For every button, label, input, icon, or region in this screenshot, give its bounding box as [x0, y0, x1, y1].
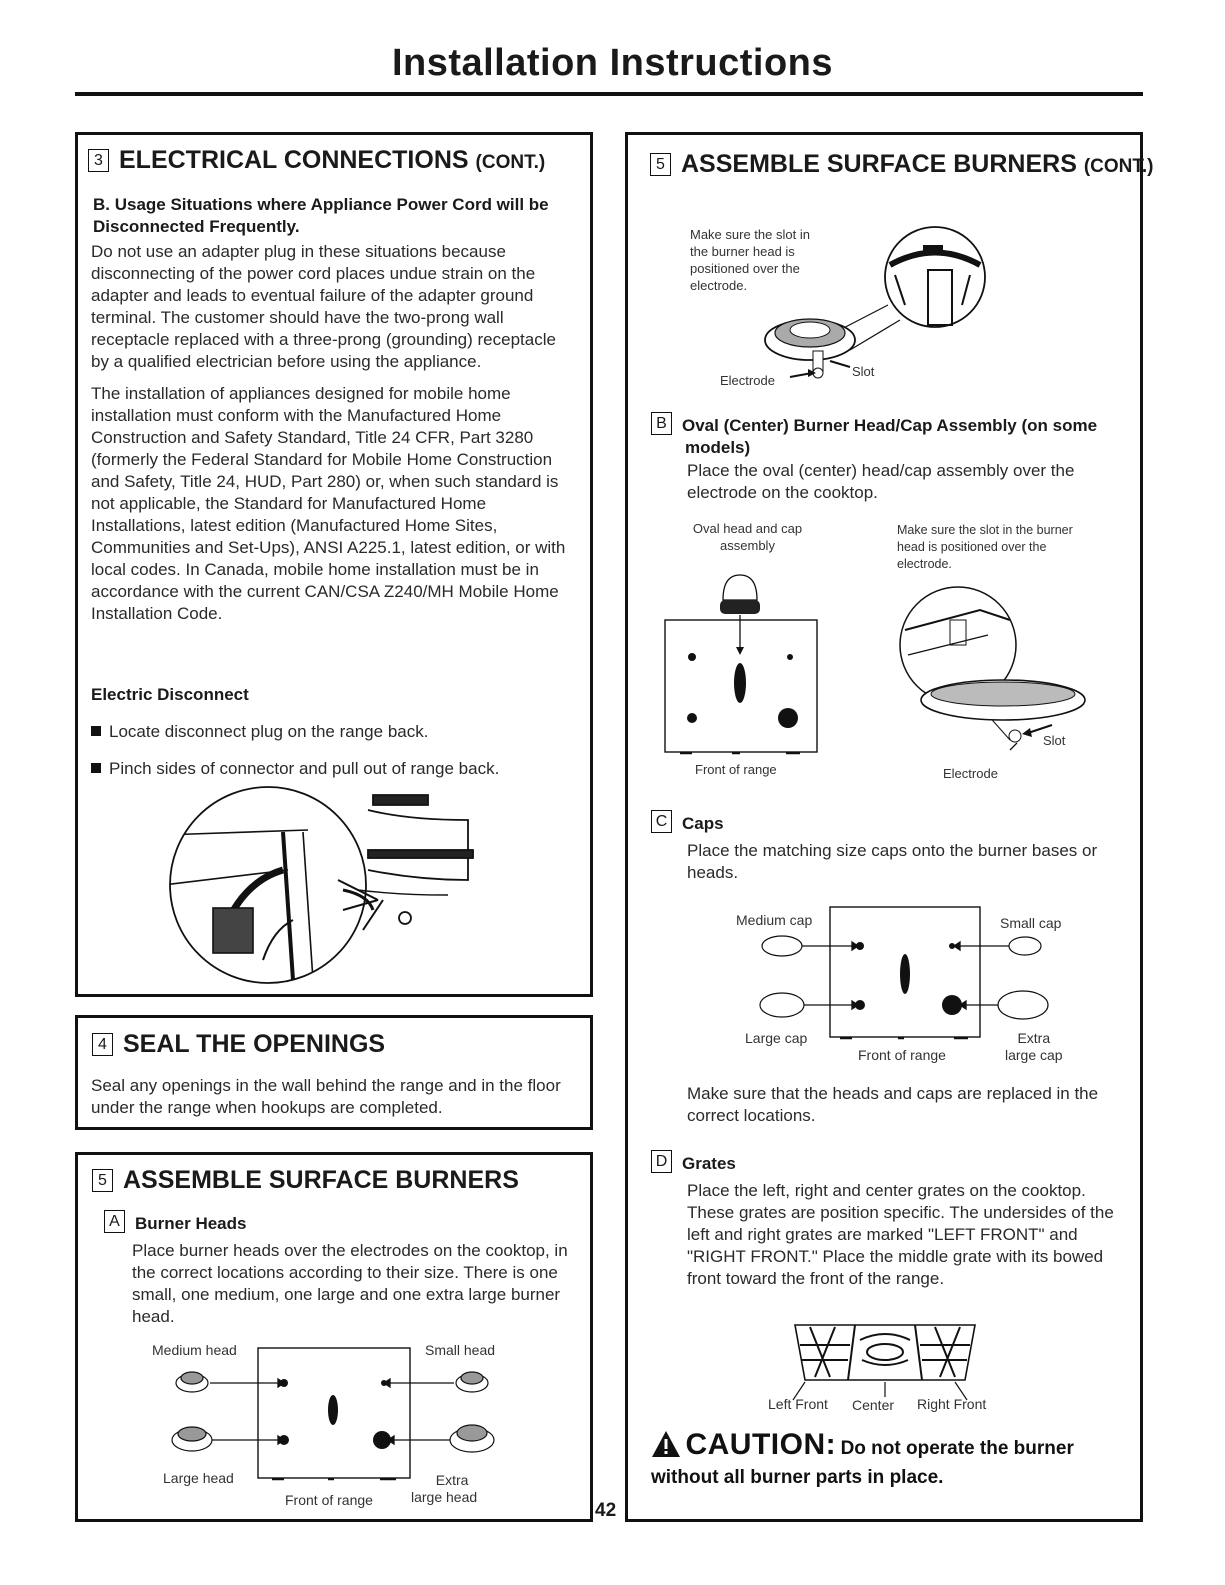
label-extra-large-head: Extra large head: [411, 1472, 478, 1505]
oval-burner-body: Place the oval (center) head/cap assembly over the electrode on the cooktop.: [687, 461, 1075, 502]
seal-section-title: 4 SEAL THE OPENINGS: [92, 1030, 385, 1059]
label-slot-oval: Slot: [1043, 733, 1066, 748]
caution-line1: Do not operate the burner: [840, 1438, 1074, 1459]
caution-line2: without all burner parts in place.: [651, 1467, 944, 1488]
cont-label: (CONT.): [475, 152, 546, 173]
electrical-body: [91, 241, 571, 635]
step-number-5: 5: [92, 1169, 113, 1192]
caps-heading: C Caps: [651, 810, 724, 835]
step-number-3: 3: [88, 149, 109, 172]
grates-body: Place the left, right and center grates on the cooktop. These grates are position specific. The undersides of the left and right grates are marked "LEFT FRONT" and "RIGHT FRONT." Place the middle grate with its bowed front toward the front of the range.: [687, 1181, 1114, 1288]
label-small-cap: Small cap: [1000, 915, 1062, 931]
label-medium-head: Medium head: [152, 1342, 237, 1358]
usage-situations-heading: B. Usage Situations where Appliance Power Cord will be Disconnected Frequently.: [93, 195, 549, 236]
label-right-front: Right Front: [917, 1396, 987, 1412]
label-medium-cap: Medium cap: [736, 912, 813, 928]
label-electrode-oval: Electrode: [943, 766, 998, 781]
caution-word: CAUTION:: [685, 1428, 837, 1461]
label-small-head: Small head: [425, 1342, 496, 1358]
letter-a: A: [104, 1210, 125, 1233]
label-front-of-range: Front of range: [285, 1492, 373, 1508]
title-rule: [75, 92, 1143, 96]
burner-heads-heading: A Burner Heads: [104, 1210, 246, 1235]
slot-electrode-note: Make sure the slot in the burner head is positioned over the electrode.: [690, 227, 810, 293]
label-front-of-range-oval: Front of range: [695, 762, 777, 777]
label-front-of-range-caps: Front of range: [858, 1047, 946, 1063]
electric-disconnect-heading: Electric Disconnect: [91, 685, 249, 704]
caps-body: Place the matching size caps onto the burner bases or heads.: [687, 841, 1098, 882]
electrical-section-title: [88, 146, 545, 175]
label-large-cap: Large cap: [745, 1030, 808, 1046]
caution-notice: [651, 1430, 1074, 1493]
warning-triangle-icon: [651, 1430, 681, 1458]
oval-burner-heading: B Oval (Center) Burner Head/Cap Assembly (on some models): [651, 412, 1105, 459]
label-electrode-top: Electrode: [720, 373, 775, 388]
burner-slot-illustration: [750, 225, 1000, 395]
label-left-front: Left Front: [768, 1396, 828, 1412]
letter-d: D: [651, 1150, 672, 1173]
adapter-paragraph: Do not use an adapter plug in these situations because disconnecting of the power cord places undue strain on the adapter and leads to eventual failure of the adapter ground terminal. The customer should have the two-prong wall receptacle replaced with a three-prong (grounding) receptacle by a qualified electrician before using the appliance.: [91, 242, 556, 371]
label-oval-head-cap: Oval head and cap assembly: [692, 521, 803, 553]
grates-illustration: [790, 1305, 980, 1395]
label-center: Center: [852, 1397, 895, 1413]
letter-b: B: [651, 412, 672, 435]
disconnect-plug-illustration: [168, 790, 488, 980]
grates-heading: D Grates: [651, 1150, 736, 1175]
bullet-pinch-sides: Pinch sides of connector and pull out of range back.: [91, 758, 499, 780]
seal-body: Seal any openings in the wall behind the range and in the floor under the range when hookups are completed.: [91, 1076, 561, 1117]
assemble-section-title: 5 ASSEMBLE SURFACE BURNERS: [92, 1166, 519, 1195]
page-title: Installation Instructions: [391, 42, 834, 84]
step-number-4: 4: [92, 1033, 113, 1056]
oval-burner-diagram: [660, 555, 1100, 765]
mobile-home-paragraph: The installation of appliances designed for mobile home installation must conform with the Manufactured Home Construction and Safety Standard, Title 24 CFR, Part 3280 (formerly the Federal Standard for Mobile Home Construction and Safety, Title 24, HUD, Part 280) or, when such standard is not applicable, the Standard for Manufactured Home Installations, latest edition (Manufactured Home Sites, Communities and Set-Ups), ANSI A225.1, latest edition, or with local codes. In Canada, mobile home installation must be in accordance with the current CAN/CSA Z240/MH Mobile Home Installation Code.: [91, 384, 566, 623]
letter-c: C: [651, 810, 672, 833]
step-number-5-cont: 5: [650, 153, 671, 176]
caps-after-text: Make sure that the heads and caps are replaced in the correct locations.: [687, 1084, 1099, 1125]
bullet-locate-plug: Locate disconnect plug on the range back.: [91, 721, 428, 743]
electrical-title-text: ELECTRICAL CONNECTIONS: [119, 146, 469, 174]
label-extra-large-cap: Extra large cap: [1005, 1030, 1063, 1063]
label-slot-top: Slot: [852, 364, 875, 379]
label-large-head: Large head: [163, 1470, 234, 1486]
oval-slot-note: Make sure the slot in the burner head is positioned over the electrode.: [897, 523, 1073, 571]
bullet-square-icon: [91, 726, 101, 736]
page-number: 42: [595, 1500, 617, 1521]
cont-label: (CONT.): [1083, 156, 1154, 177]
assemble-cont-title: 5 ASSEMBLE SURFACE BURNERS (CONT.): [650, 150, 1153, 179]
bullet-square-icon: [91, 763, 101, 773]
burner-heads-body: Place burner heads over the electrodes on the cooktop, in the correct locations according to their size. There is one small, one medium, one large and one extra large burner head.: [132, 1241, 568, 1326]
